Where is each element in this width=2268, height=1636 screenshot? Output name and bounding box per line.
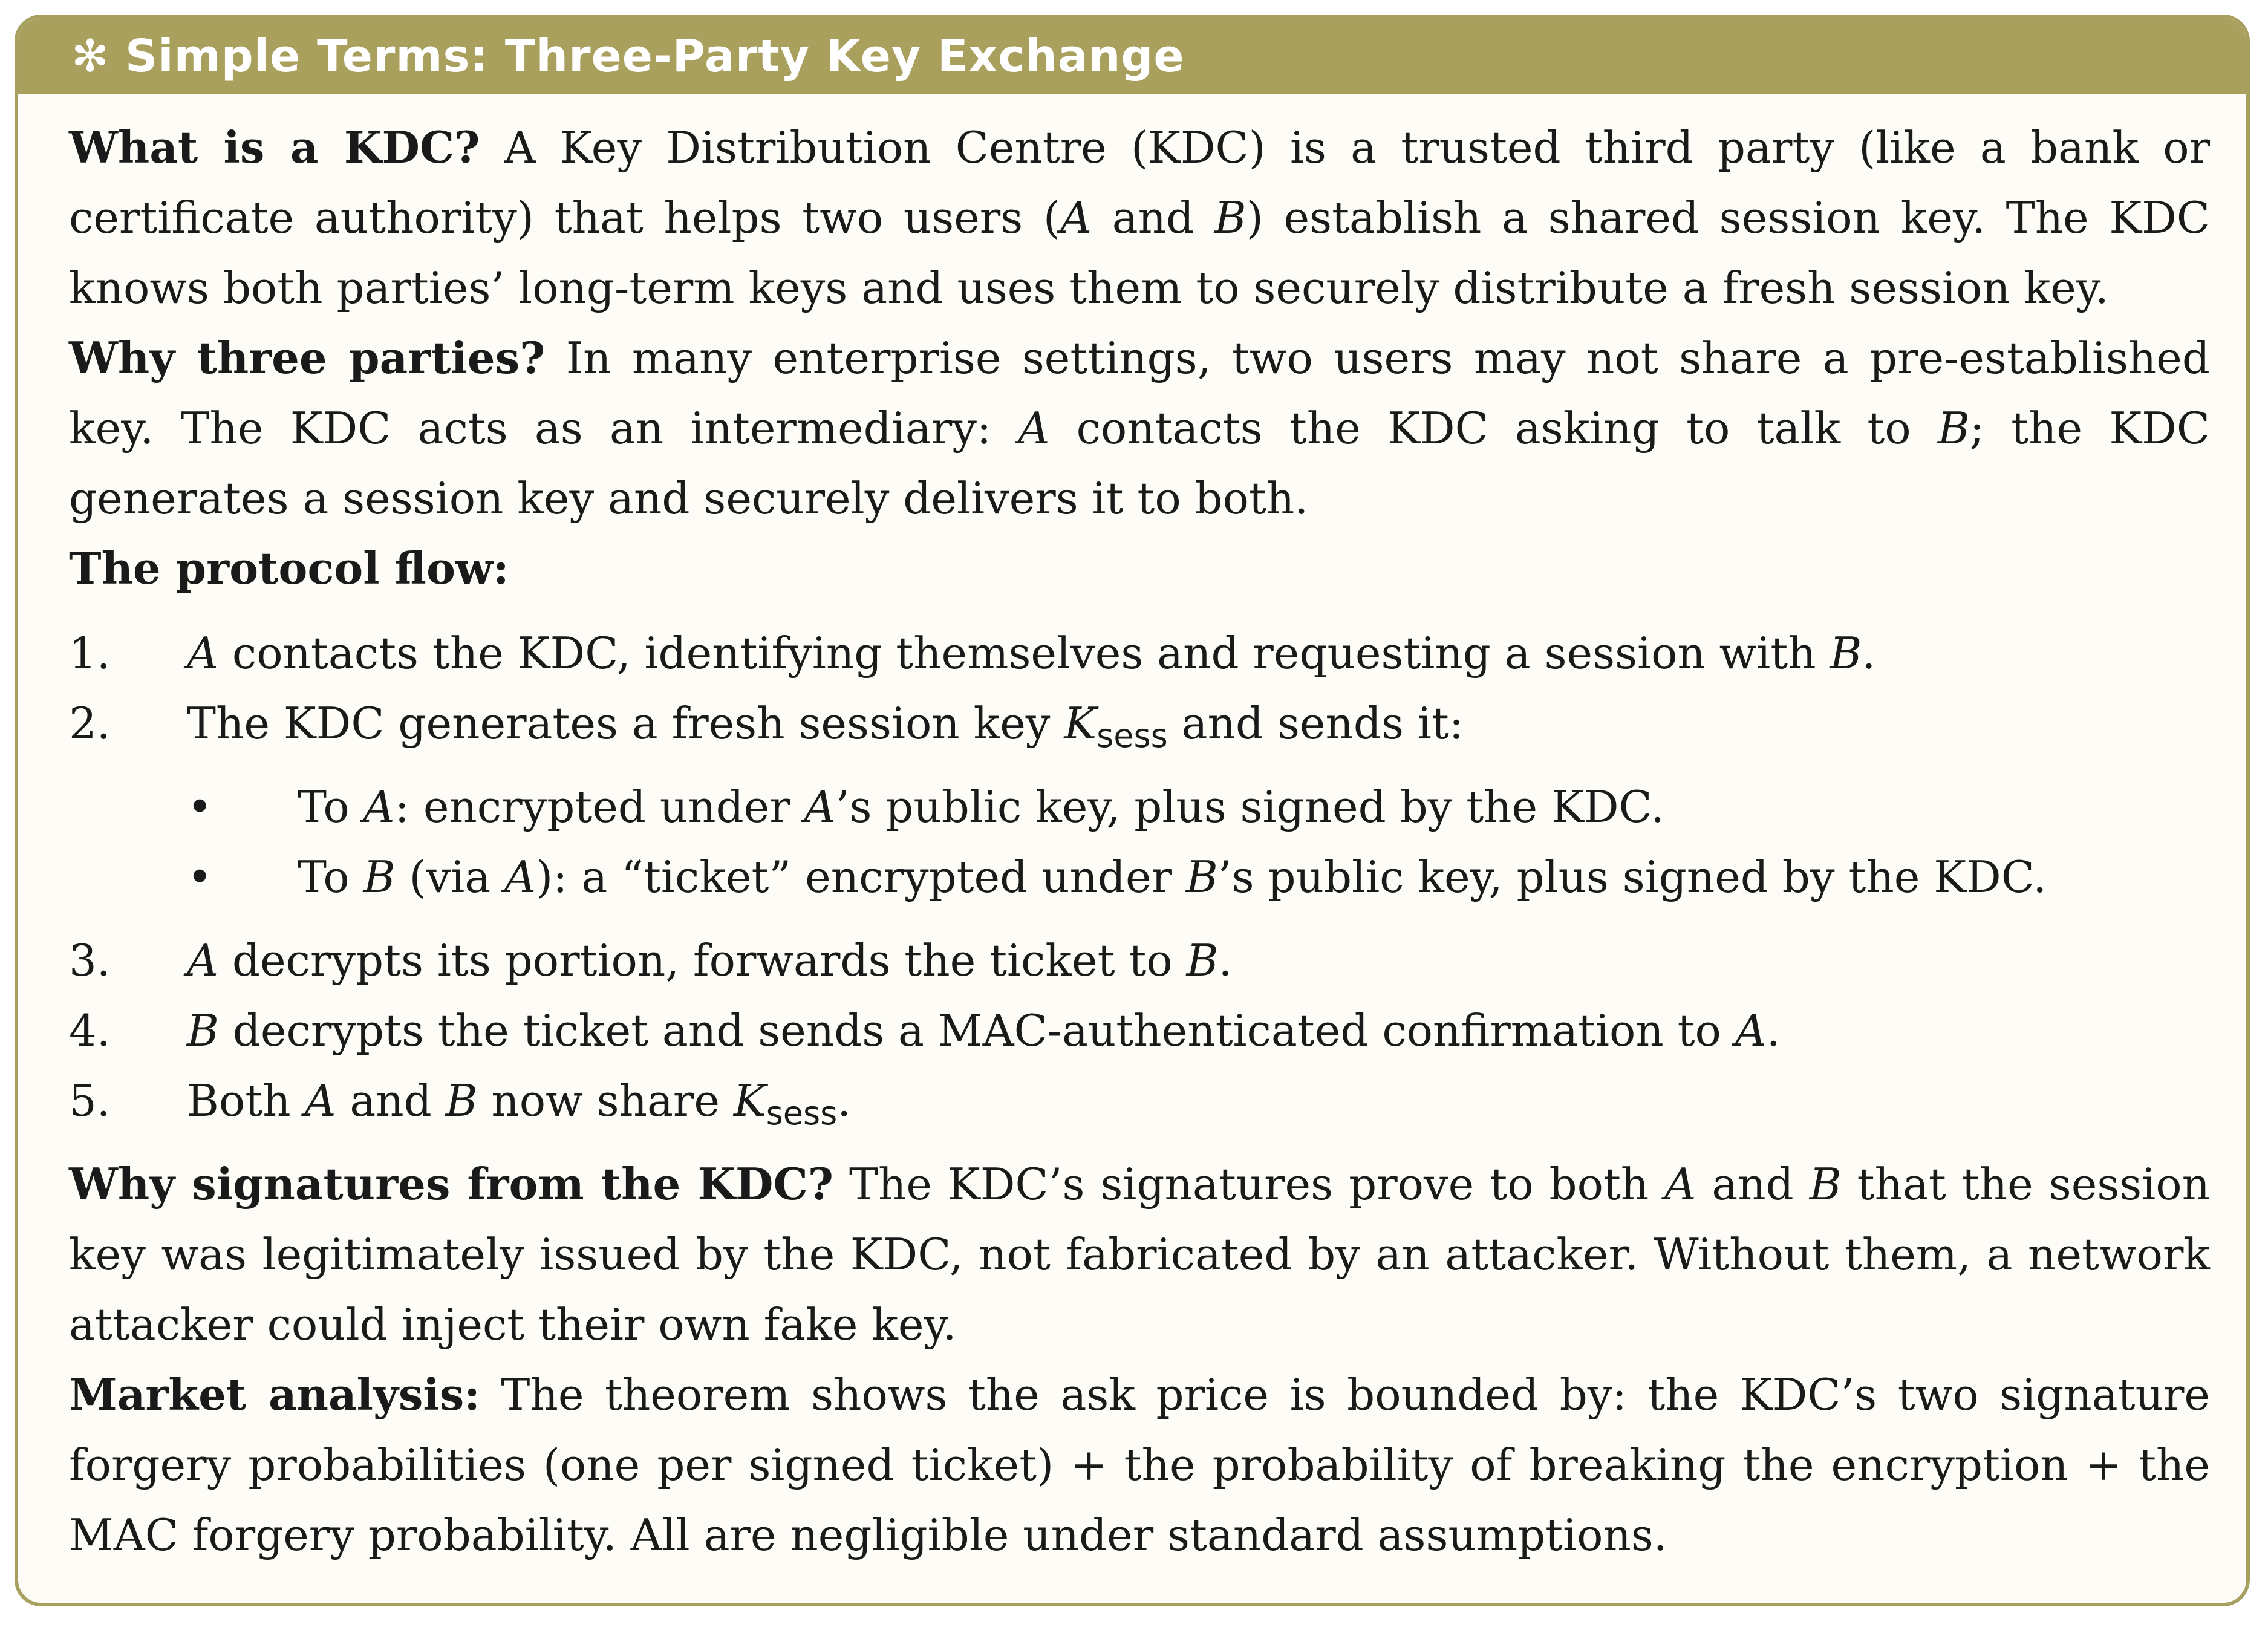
step-text: Both — [187, 1075, 305, 1126]
var-b: B — [1809, 1159, 1842, 1210]
var-a: A — [304, 1075, 336, 1126]
list-item — [69, 996, 2210, 1066]
step-text: decrypts the ticket and sends a MAC-authenticated confirmation to — [218, 1005, 1735, 1056]
step-number: 5. — [69, 1075, 111, 1126]
step-text: . — [1766, 1005, 1781, 1056]
var-b: B — [445, 1075, 478, 1126]
bullet-text: To — [298, 852, 363, 902]
three-text-3: ; the KDC generates a session key and securely delivers it to both. — [69, 403, 2210, 524]
step-number: 2. — [69, 698, 111, 749]
list-item — [69, 1066, 2210, 1136]
list-item — [187, 772, 2210, 842]
bullet-dot: • — [187, 852, 213, 902]
var-k-subscript: sess — [1097, 717, 1168, 755]
var-a: A — [1664, 1159, 1696, 1210]
protocol-flow-lead: The protocol flow: — [69, 543, 509, 594]
var-b: B — [1830, 628, 1862, 679]
kdc-paragraph — [69, 112, 2210, 323]
step-text: . — [1862, 628, 1876, 679]
var-b: B — [363, 852, 396, 902]
three-parties-paragraph — [69, 323, 2210, 533]
var-b: B — [187, 1005, 219, 1056]
step-text: . — [1218, 935, 1233, 986]
var-b: B — [1185, 852, 1218, 902]
var-a: A — [187, 628, 218, 679]
step-text: and — [336, 1075, 446, 1126]
step-text: . — [837, 1075, 852, 1126]
var-a: A — [504, 852, 536, 902]
bullet-text: ’s public key, plus signed by the KDC. — [1217, 852, 2047, 902]
var-b: B — [1186, 935, 1219, 986]
step-text: now share — [477, 1075, 734, 1126]
box-content — [18, 94, 2246, 1570]
step-number: 3. — [69, 935, 111, 986]
kdc-text-2: and — [1091, 192, 1214, 243]
var-b: B — [1937, 403, 1970, 454]
market-text: The theorem shows the ask price is bounded by: the KDC’s two signature forgery probabilities (one per signed ticket) + the probability of breaking the encryption + the MAC forgery probability. All are negligible under standard assumptions. — [69, 1369, 2210, 1560]
sigs-text-2: and — [1696, 1159, 1810, 1210]
bullet-text: ): a “ticket” encrypted under — [536, 852, 1186, 902]
asterisk-icon: ✻ — [71, 30, 110, 82]
list-item — [69, 688, 2210, 912]
three-text-2: contacts the KDC asking to talk to — [1049, 403, 1938, 454]
protocol-steps — [69, 618, 2210, 1136]
protocol-flow-heading — [69, 533, 2210, 604]
step-2-bullets — [187, 772, 2210, 912]
simple-terms-box — [15, 15, 2250, 1606]
box-title: Simple Terms: Three-Party Key Exchange — [125, 30, 1185, 82]
kdc-text-1: A Key Distribution Centre (KDC) is a trusted third party (like a bank or certificate authority) that helps two users ( — [69, 122, 2210, 243]
var-k-subscript: sess — [766, 1094, 838, 1132]
three-parties-lead: Why three parties? — [69, 332, 546, 383]
kdc-lead: What is a KDC? — [69, 122, 480, 173]
step-number: 1. — [69, 628, 111, 679]
var-a: A — [1018, 403, 1050, 454]
var-a: A — [1735, 1005, 1767, 1056]
sigs-text-3: that the session key was legitimately issued by the KDC, not fabricated by an attacker. Without them, a network attacker could inject their own fake key. — [69, 1159, 2210, 1350]
var-a: A — [363, 781, 395, 832]
signatures-lead: Why signatures from the KDC? — [69, 1158, 833, 1210]
list-item — [69, 618, 2210, 688]
step-text: decrypts its portion, forwards the ticket to — [218, 935, 1187, 986]
market-analysis-lead: Market analysis: — [69, 1369, 480, 1420]
bullet-text: ’s public key, plus signed by the KDC. — [835, 781, 1664, 832]
list-item — [69, 925, 2210, 996]
var-a: A — [804, 781, 836, 832]
sigs-text-1: The KDC’s signatures prove to both — [833, 1159, 1665, 1210]
step-text: The KDC generates a fresh session key — [187, 698, 1064, 749]
signatures-paragraph — [69, 1149, 2210, 1360]
var-b: B — [1214, 192, 1246, 243]
three-text-1: In many enterprise settings, two users may not share a pre-established key. The KDC acts as an intermediary: — [69, 333, 2211, 454]
kdc-text-3: ) establish a shared session key. The KDC knows both parties’ long-term keys and uses them to securely distribute a fresh session key. — [69, 192, 2210, 313]
list-item — [187, 842, 2210, 912]
var-a: A — [187, 935, 218, 986]
box-header — [18, 18, 2246, 94]
bullet-text: (via — [395, 852, 505, 902]
bullet-dot: • — [187, 781, 213, 832]
bullet-text: To — [298, 781, 363, 832]
step-text: and sends it: — [1167, 698, 1464, 749]
var-k: K — [733, 1075, 766, 1126]
var-a: A — [1060, 192, 1092, 243]
bullet-text: : encrypted under — [394, 781, 804, 832]
step-number: 4. — [69, 1005, 111, 1056]
var-k: K — [1064, 698, 1097, 749]
market-analysis-paragraph — [69, 1360, 2210, 1570]
step-text: contacts the KDC, identifying themselves and requesting a session with — [218, 628, 1830, 679]
